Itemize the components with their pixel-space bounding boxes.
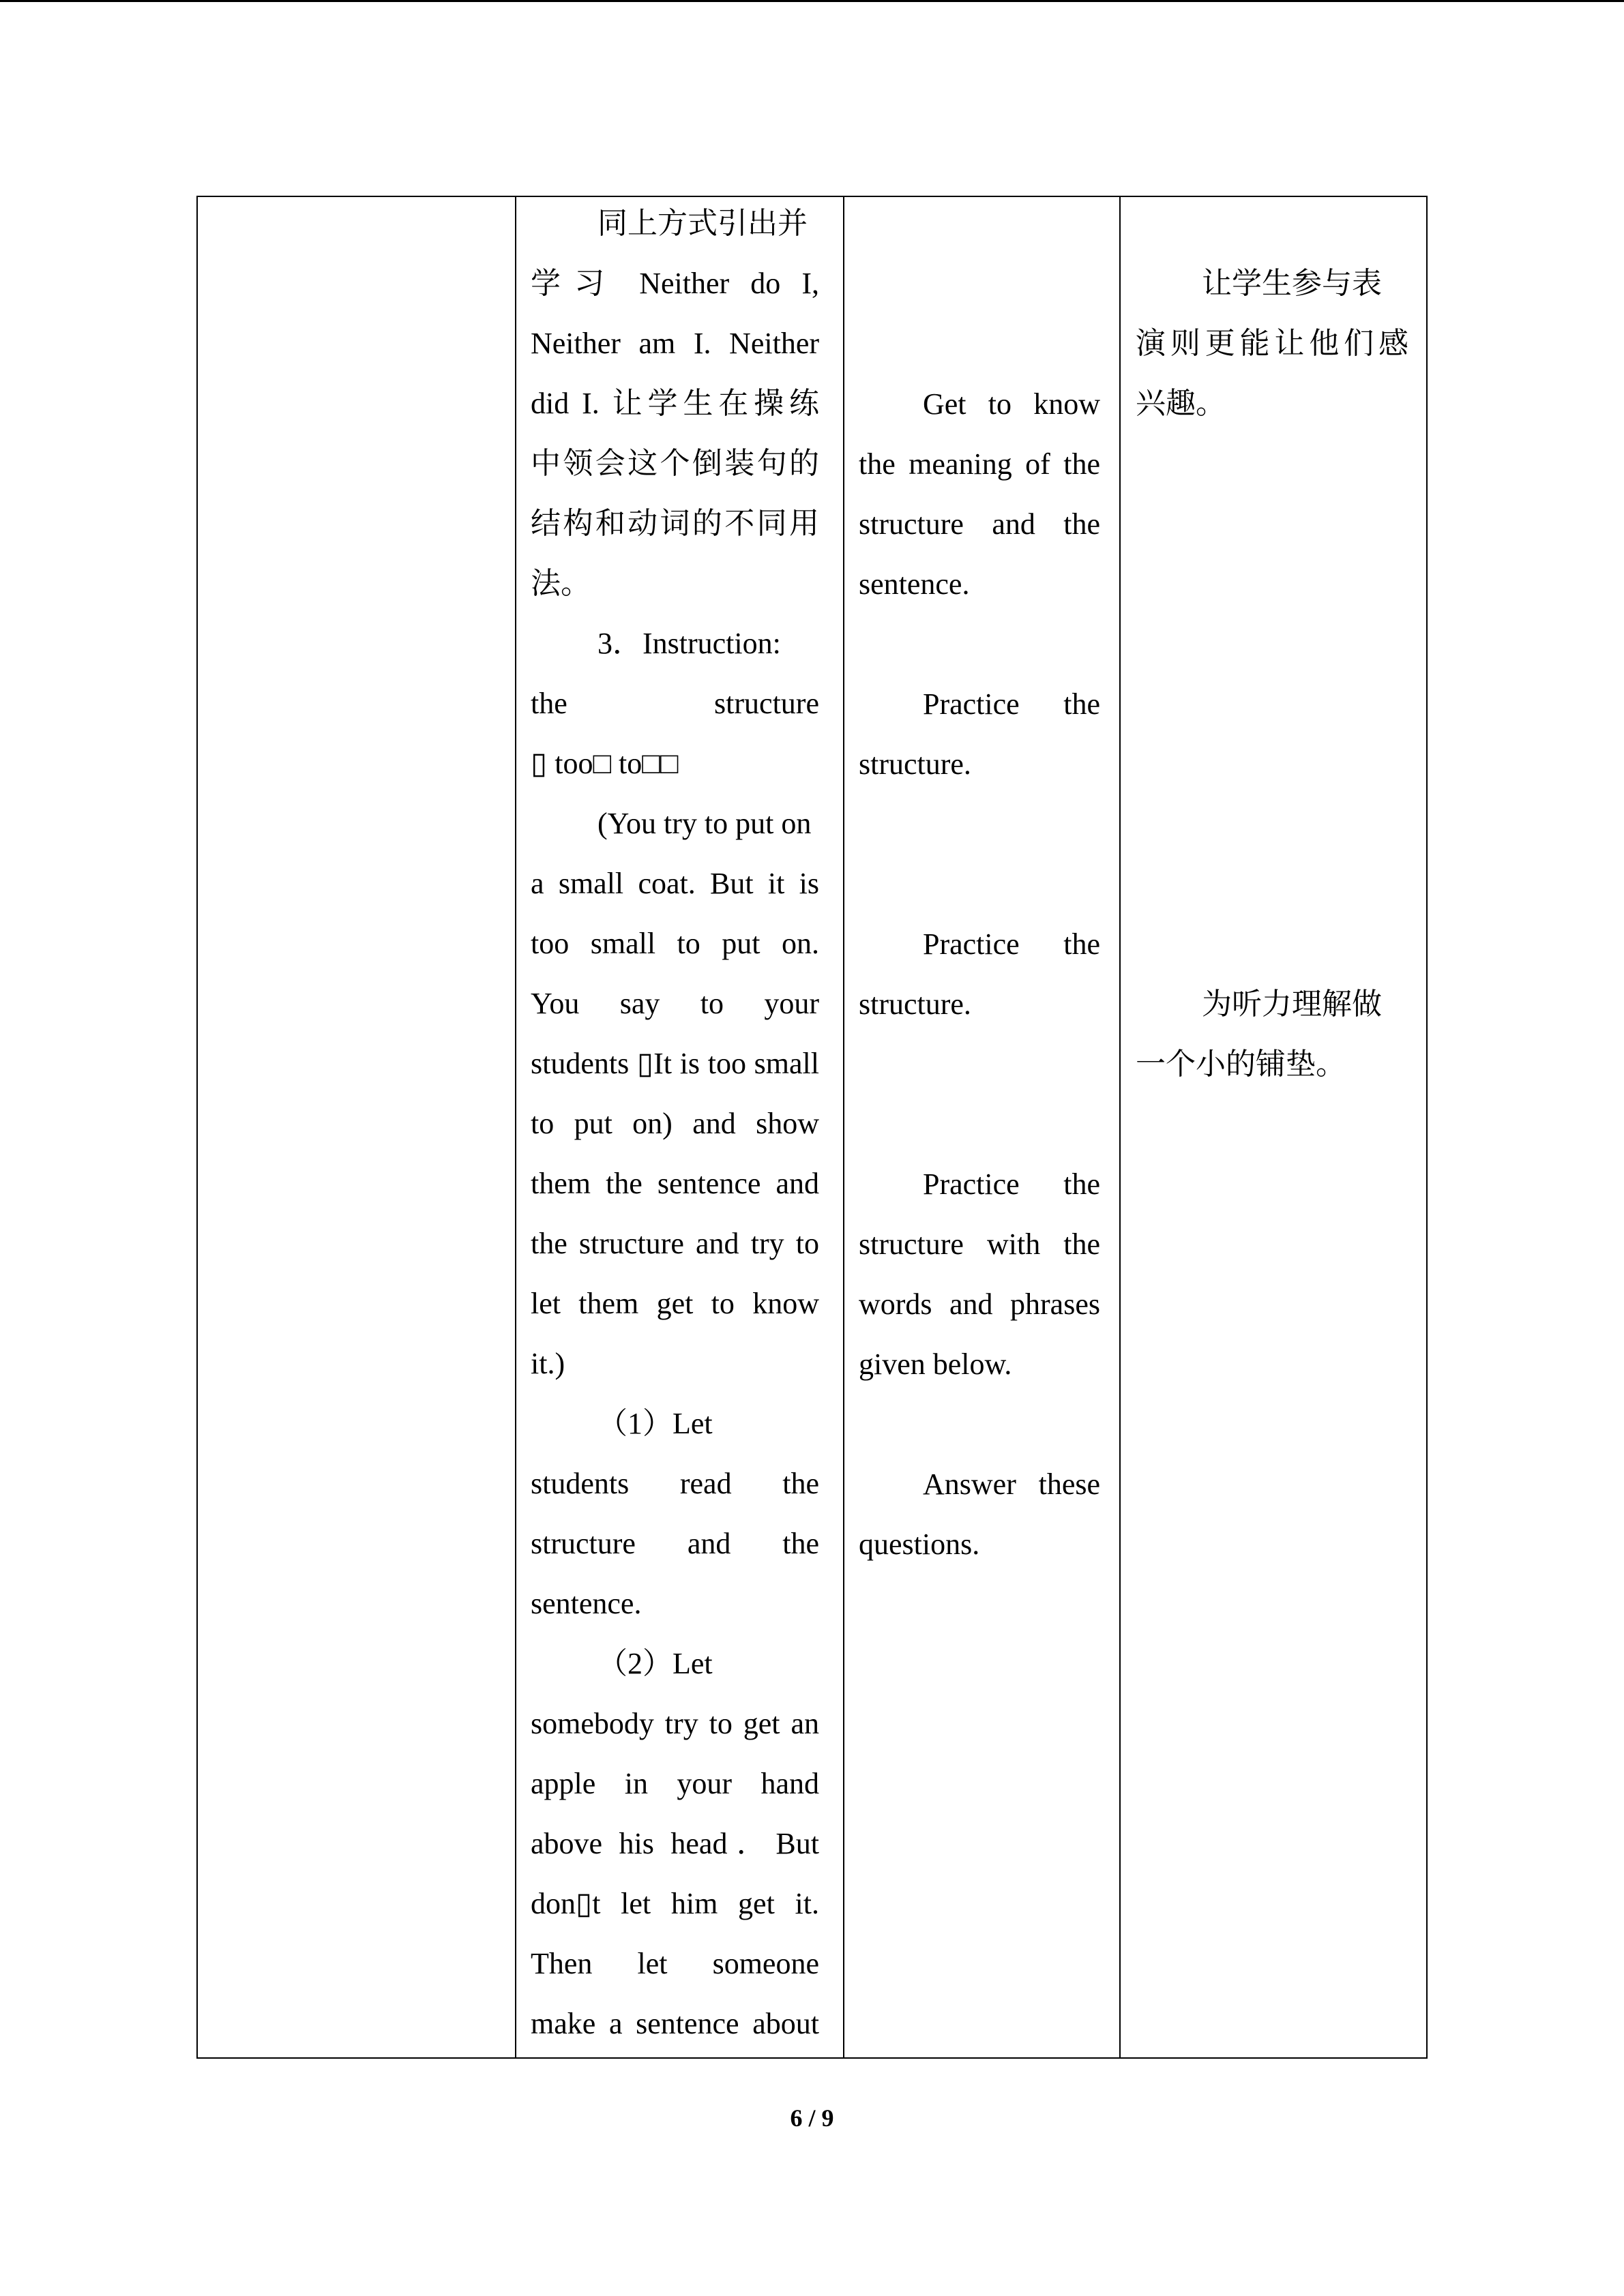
text-line: the meaning of the: [859, 447, 1100, 481]
text-line: (You try to put on: [597, 807, 812, 840]
text-line: structure and the: [531, 1527, 819, 1560]
text-line: ▯ too□ to□□: [531, 747, 679, 780]
text-line: You say to your: [531, 987, 819, 1020]
text-line: （2）Let: [597, 1647, 713, 1680]
text-line: 让学生参与表: [1202, 267, 1382, 300]
text-line: above his head．But: [531, 1827, 819, 1860]
text-line: 结构和动词的不同用: [531, 507, 819, 540]
column-divider: [515, 197, 516, 2057]
text-line: 兴趣。: [1136, 387, 1226, 420]
text-line: structure and the: [859, 507, 1100, 541]
text-line: structure.: [859, 987, 971, 1021]
text-line: 一个小的铺垫。: [1136, 1047, 1346, 1081]
text-line: Practice the: [923, 927, 1100, 961]
text-line: 中领会这个倒装句的: [531, 447, 819, 480]
text-line: questions.: [859, 1527, 980, 1561]
text-line: Neither am I. Neither: [531, 327, 819, 360]
text-line: students ▯It is too small: [531, 1047, 819, 1080]
text-line: it.): [531, 1347, 565, 1380]
text-line: apple in your hand: [531, 1767, 819, 1800]
page-number: 6 / 9: [790, 2104, 834, 2132]
text-line: 3．Instruction:: [597, 627, 781, 660]
text-line: （1）Let: [597, 1407, 713, 1440]
text-line: words and phrases: [859, 1287, 1100, 1321]
text-line: make a sentence about: [531, 2007, 819, 2040]
text-line: a small coat. But it is: [531, 867, 819, 900]
text-line: somebody try to get an: [531, 1707, 819, 1740]
text-line: don▯t let him get it.: [531, 1887, 819, 1920]
text-line: let them get to know: [531, 1287, 819, 1320]
text-line: Practice the: [923, 687, 1100, 721]
text-line: the structure and try to: [531, 1227, 819, 1260]
text-line: did I. 让学生在操练: [531, 387, 819, 420]
text-line: 演则更能让他们感: [1136, 327, 1408, 360]
page-top-border: [0, 0, 1624, 2]
text-line: sentence.: [531, 1587, 642, 1620]
text-line: Get to know: [923, 387, 1100, 421]
text-line: 法。: [531, 567, 591, 600]
text-line: structure with the: [859, 1227, 1100, 1261]
column-divider: [843, 197, 844, 2057]
text-line: Answer these: [923, 1467, 1100, 1501]
text-line: sentence.: [859, 567, 970, 601]
column-divider: [1119, 197, 1121, 2057]
text-line: Then let someone: [531, 1947, 819, 1980]
text-line: the structure: [531, 687, 819, 720]
text-line: them the sentence and: [531, 1167, 819, 1200]
text-line: Practice the: [923, 1167, 1100, 1201]
text-line: 同上方式引出并: [597, 207, 808, 240]
text-line: to put on) and show: [531, 1107, 819, 1140]
text-line: too small to put on.: [531, 927, 819, 960]
text-line: structure.: [859, 747, 971, 781]
text-line: given below.: [859, 1347, 1012, 1381]
text-line: 为听力理解做: [1202, 987, 1382, 1021]
text-line: 学习 Neither do I,: [531, 267, 819, 300]
lesson-plan-table: [196, 196, 1428, 2059]
text-line: students read the: [531, 1467, 819, 1500]
